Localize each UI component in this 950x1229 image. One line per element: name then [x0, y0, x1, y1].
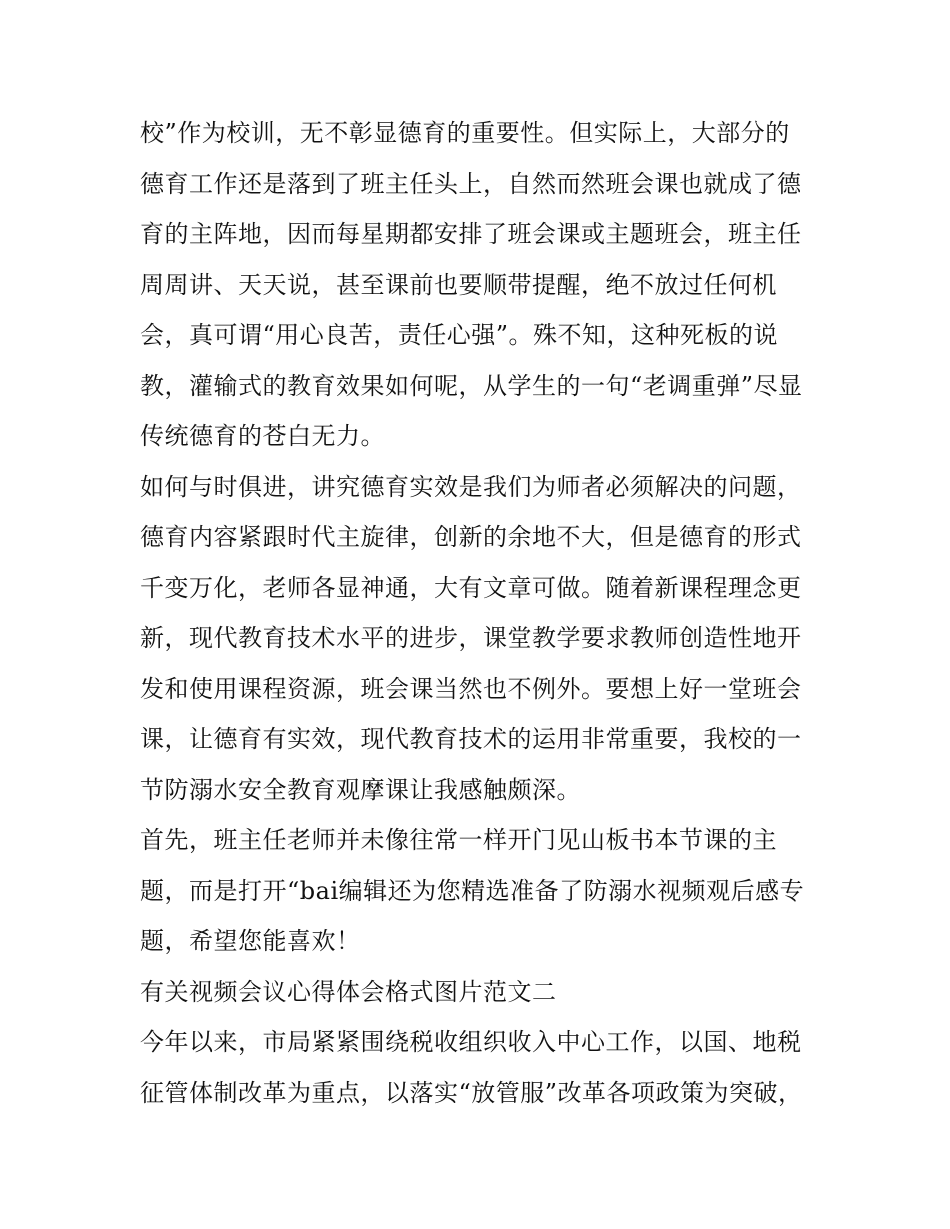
text-line: 征管体制改革为重点，以落实“放管服”改革各项政策为突破， — [140, 1078, 803, 1107]
text-line: 课，让德育有实效，现代教育技术的运用非常重要，我校的一 — [140, 725, 802, 753]
document-body — [140, 108, 820, 1118]
text-line: 新，现代教育技术水平的进步，课堂教学要求教师创造性地开 — [140, 624, 802, 652]
text-line: 发和使用课程资源，班会课当然也不例外。要想上好一堂班会 — [140, 674, 802, 703]
text-line: 首先，班主任老师并未像往常一样开门见山板书本节课的主 — [140, 826, 777, 854]
text-line: 如何与时俱进，讲究德育实效是我们为师者必须解决的问题， — [140, 472, 802, 501]
text-line: 会，真可谓“用心良苦，责任心强”。殊不知，这种死板的说 — [140, 321, 779, 349]
text-line: 德育内容紧跟时代主旋律，创新的余地不大，但是德育的形式 — [140, 523, 802, 551]
text-line: 传统德育的苍白无力。 — [140, 422, 385, 450]
text-line: 育的主阵地，因而每星期都安排了班会课或主题班会，班主任 — [140, 220, 802, 248]
text-line: 校”作为校训，无不彰显德育的重要性。但实际上，大部分的 — [140, 119, 790, 147]
text-line: 题，而是打开“bai编辑还为您精选准备了防溺水视频观后感专 — [140, 876, 805, 905]
text-line: 周周讲、天天说，甚至课前也要顺带提醒，绝不放过任何机 — [140, 270, 777, 299]
text-line: 节防溺水安全教育观摩课让我感触颇深。 — [140, 775, 581, 804]
text-line: 千变万化，老师各显神通，大有文章可做。随着新课程理念更 — [140, 573, 802, 602]
text-line: 德育工作还是落到了班主任头上，自然而然班会课也就成了德 — [140, 169, 802, 198]
section-heading: 有关视频会议心得体会格式图片范文二 — [140, 977, 557, 1006]
text-line: 教，灌输式的教育效果如何呢，从学生的一句“老调重弹”尽显 — [140, 371, 803, 400]
text-line: 今年以来，市局紧紧围绕税收组织收入中心工作，以国、地税 — [140, 1028, 802, 1056]
text-line: 题，希望您能喜欢！ — [140, 927, 361, 955]
